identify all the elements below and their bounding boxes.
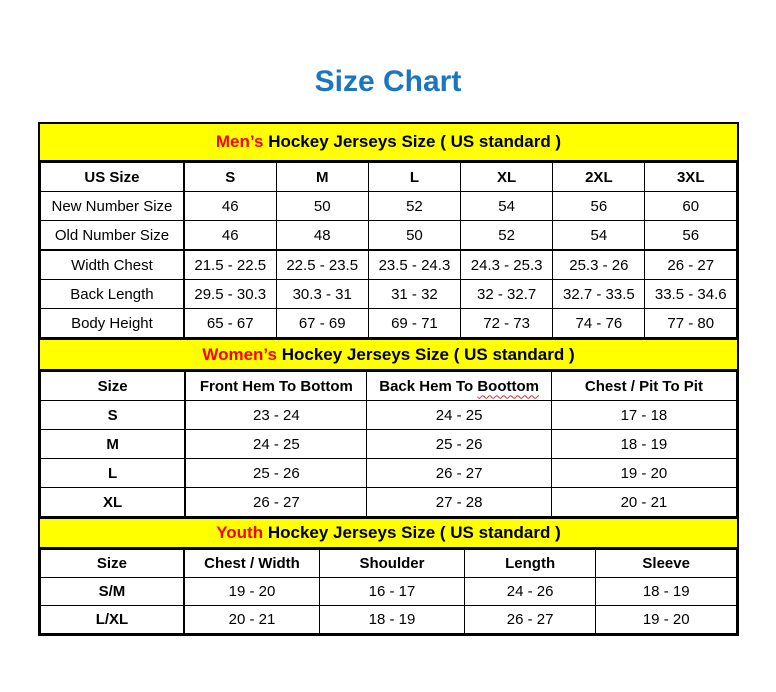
table-row — [41, 250, 737, 280]
size-value: 21.5 - 22.5 — [184, 250, 276, 280]
size-value: 50 — [368, 221, 460, 251]
size-value: 77 - 80 — [645, 309, 737, 338]
youth-header-text: Hockey Jerseys Size ( US standard ) — [267, 523, 561, 542]
column-header: Front Hem To Bottom — [185, 372, 367, 401]
size-value: 65 - 67 — [184, 309, 276, 338]
womens-header-row — [41, 372, 737, 401]
size-value: 56 — [645, 221, 737, 251]
size-value: 19 - 20 — [551, 459, 736, 488]
table-row — [41, 430, 737, 459]
size-value: 18 - 19 — [551, 430, 736, 459]
size-value: 20 - 21 — [551, 488, 736, 517]
size-value: 46 — [184, 221, 276, 251]
column-header: Sleeve — [596, 550, 737, 578]
mens-header-row — [41, 163, 737, 192]
youth-section-header — [40, 517, 737, 549]
size-value: 26 - 27 — [645, 250, 737, 280]
size-value: 29.5 - 30.3 — [184, 280, 276, 309]
size-value: 67 - 69 — [276, 309, 368, 338]
misspelled-word: Boottom — [477, 377, 539, 395]
column-header: S — [184, 163, 276, 192]
size-value: 50 — [276, 192, 368, 221]
size-value: 17 - 18 — [551, 401, 736, 430]
mens-section-header — [40, 124, 737, 162]
row-label: S — [41, 401, 186, 430]
table-row — [41, 280, 737, 309]
column-header: Size — [41, 372, 186, 401]
size-value: 54 — [553, 221, 645, 251]
table-row — [41, 459, 737, 488]
row-label: New Number Size — [41, 192, 184, 221]
youth-header-accent: Youth — [216, 523, 264, 542]
size-value: 23 - 24 — [185, 401, 367, 430]
size-value: 60 — [645, 192, 737, 221]
page-title: Size Chart — [314, 65, 462, 98]
size-value: 25 - 26 — [367, 430, 551, 459]
size-value: 19 - 20 — [184, 578, 320, 606]
row-label: M — [41, 430, 186, 459]
row-label: Body Height — [41, 309, 184, 338]
size-chart — [38, 122, 739, 636]
size-value: 32.7 - 33.5 — [553, 280, 645, 309]
size-value: 25 - 26 — [185, 459, 367, 488]
size-value: 33.5 - 34.6 — [645, 280, 737, 309]
column-header — [367, 372, 551, 401]
table-row — [41, 606, 737, 634]
column-header: 2XL — [553, 163, 645, 192]
size-value: 69 - 71 — [368, 309, 460, 338]
row-label: Width Chest — [41, 250, 184, 280]
size-value: 22.5 - 23.5 — [276, 250, 368, 280]
row-label: Back Length — [41, 280, 184, 309]
size-value: 56 — [553, 192, 645, 221]
womens-header-accent: Women’s — [202, 344, 277, 364]
column-header-text: Back Hem To — [379, 377, 474, 395]
size-value: 54 — [461, 192, 553, 221]
size-value: 46 — [184, 192, 276, 221]
size-value: 74 - 76 — [553, 309, 645, 338]
youth-header-row — [41, 550, 737, 578]
column-header: M — [276, 163, 368, 192]
size-value: 18 - 19 — [596, 578, 737, 606]
size-value: 24.3 - 25.3 — [461, 250, 553, 280]
table-row — [41, 221, 737, 251]
size-value: 72 - 73 — [461, 309, 553, 338]
column-header: Chest / Width — [184, 550, 320, 578]
column-header: US Size — [41, 163, 184, 192]
column-header: 3XL — [645, 163, 737, 192]
womens-section-header — [40, 338, 737, 371]
size-value: 48 — [276, 221, 368, 251]
table-row — [41, 488, 737, 517]
table-row — [41, 309, 737, 338]
column-header: Size — [41, 550, 184, 578]
row-label: XL — [41, 488, 186, 517]
row-label: S/M — [41, 578, 184, 606]
mens-size-table — [40, 162, 737, 338]
youth-size-table — [40, 549, 737, 634]
womens-size-table — [40, 371, 737, 517]
size-value: 32 - 32.7 — [461, 280, 553, 309]
row-label: L/XL — [41, 606, 184, 634]
size-value: 26 - 27 — [367, 459, 551, 488]
column-header: Shoulder — [320, 550, 465, 578]
size-value: 20 - 21 — [184, 606, 320, 634]
size-value: 52 — [461, 221, 553, 251]
column-header: Chest / Pit To Pit — [551, 372, 736, 401]
size-value: 26 - 27 — [185, 488, 367, 517]
size-value: 24 - 25 — [367, 401, 551, 430]
womens-header-text: Hockey Jerseys Size ( US standard ) — [281, 344, 575, 364]
size-value: 30.3 - 31 — [276, 280, 368, 309]
size-value: 27 - 28 — [367, 488, 551, 517]
row-label: L — [41, 459, 186, 488]
mens-header-text: Hockey Jerseys Size ( US standard ) — [268, 132, 562, 151]
mens-header-accent: Men’s — [215, 132, 264, 151]
size-value: 16 - 17 — [320, 578, 465, 606]
table-row — [41, 192, 737, 221]
size-value: 25.3 - 26 — [553, 250, 645, 280]
size-value: 52 — [368, 192, 460, 221]
table-row — [41, 578, 737, 606]
size-value: 24 - 25 — [185, 430, 367, 459]
row-label: Old Number Size — [41, 221, 184, 251]
column-header: XL — [461, 163, 553, 192]
size-value: 31 - 32 — [368, 280, 460, 309]
size-value: 19 - 20 — [596, 606, 737, 634]
size-value: 24 - 26 — [464, 578, 596, 606]
column-header: Length — [464, 550, 596, 578]
size-value: 26 - 27 — [464, 606, 596, 634]
column-header: L — [368, 163, 460, 192]
size-value: 18 - 19 — [320, 606, 465, 634]
size-value: 23.5 - 24.3 — [368, 250, 460, 280]
table-row — [41, 401, 737, 430]
